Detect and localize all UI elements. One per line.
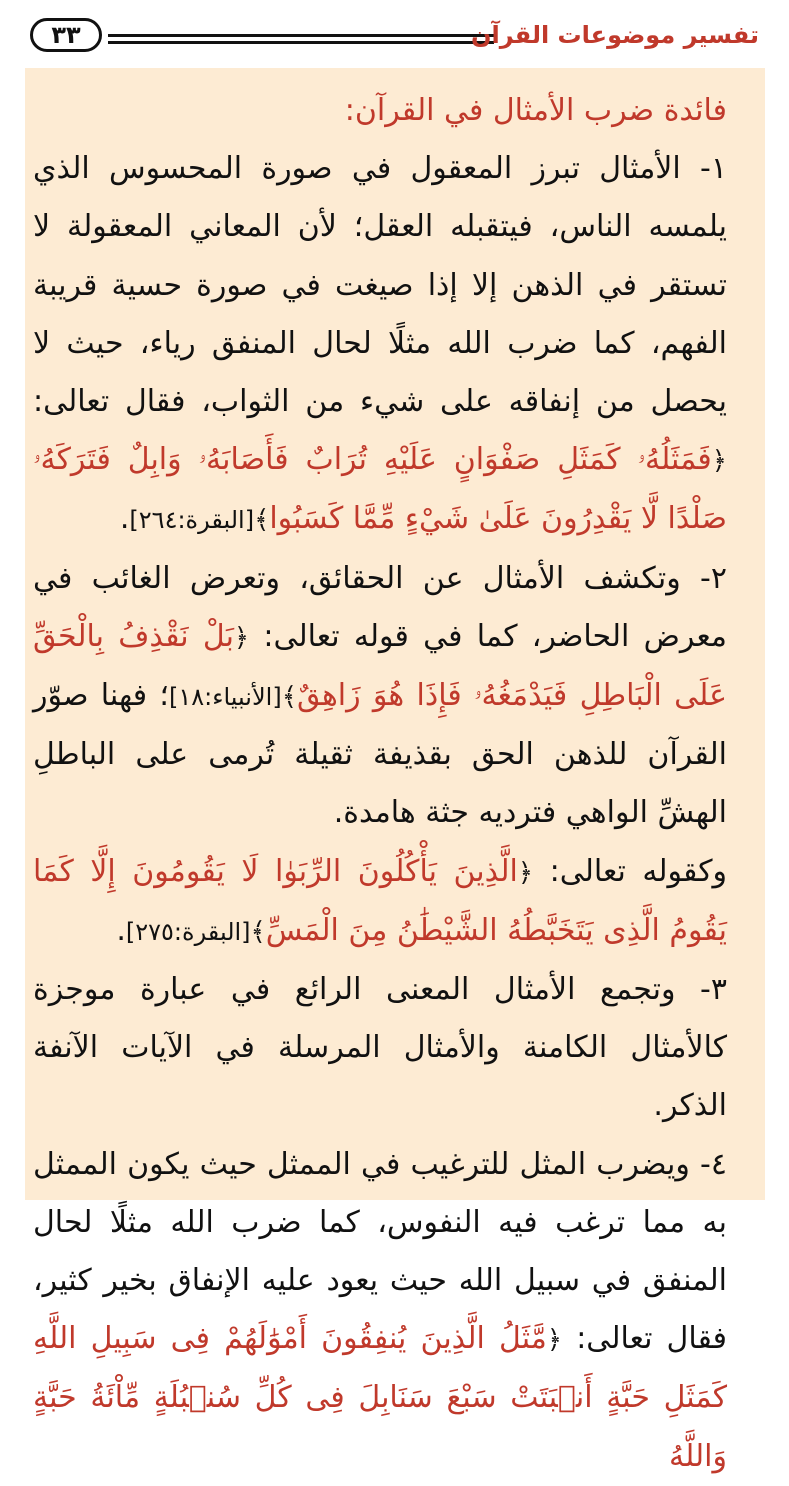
verse-open-ornament: ﴿: [233, 622, 250, 653]
verse-reference: [البقرة:٢٧٥]: [125, 917, 251, 946]
point-2b-text: وكقوله تعالى:: [549, 853, 728, 889]
point-3-text: ٣- وتجمع الأمثال المعنى الرائع في عبارة موجزة كالأمثال الكامنة والأمثال المرسلة في الآيات الآنفة الذكر.: [33, 972, 727, 1124]
quran-verse: فَمَثَلُهُۥ كَمَثَلِ صَفْوَانٍ عَلَيْهِ تُرَابٌ فَأَصَابَهُۥ وَابِلٌ فَتَرَكَهُۥ صَلْدًا لَّا يَقْدِرُونَ عَلَىٰ شَيْءٍ مِّمَّا كَسَبُوا: [33, 442, 727, 537]
point-2-text: ٢- وتكشف الأمثال عن الحقائق، وتعرض الغائب في معرض الحاضر، كما في قوله تعالى:: [33, 560, 727, 654]
point-4: [33, 1136, 757, 1486]
quran-verse: مَّثَلُ الَّذِينَ يُنفِقُونَ أَمْوَٰلَهُمْ فِى سَبِيلِ اللَّهِ كَمَثَلِ حَبَّةٍ أَنۢبَتَتْ سَبْعَ سَنَابِلَ فِى كُلِّ سُنۢبُلَةٍ مِّاْئَةُ حَبَّةٍ وَاللَّهُ: [33, 1321, 727, 1474]
point-2b-tail: .: [116, 912, 126, 948]
verse-reference: [الأنبياء:١٨]: [168, 683, 282, 712]
verse-close-ornament: ﴾: [281, 682, 297, 713]
page-body: [25, 68, 765, 1474]
page-number: ٣٣: [30, 18, 102, 52]
header-double-rule: [108, 34, 494, 44]
point-3: [33, 961, 757, 1136]
point-1-tail: .: [119, 501, 130, 537]
point-1-text: ١- الأمثال تبرز المعقول في صورة المحسوس الذي يلمسه الناس، فيتقبله العقل؛ لأن المعاني المعقولة لا تستقر في الذهن إلا إذا صيغت في صورة حسية قريبة الفهم، كما ضرب الله مثلًا لحال المنفق رياء، حيث لا يحصل من إنفاقه على شيء من الثواب، فقال تعالى:: [33, 151, 727, 420]
verse-open-ornament: ﴿: [546, 1325, 563, 1356]
verse-open-ornament: ﴿: [517, 857, 534, 888]
point-2-tail: ؛ فهنا صوّر القرآن للذهن الحق بقذيفة ثقيلة تُرمى على الباطلِ الهشِّ الواهي فترديه جثة هامدة.: [33, 678, 727, 831]
section-heading: فائدة ضرب الأمثال في القرآن:: [344, 93, 727, 128]
verse-close-ornament: ﴾: [254, 505, 270, 536]
point-1: [33, 140, 757, 549]
verse-reference: [البقرة:٢٦٤]: [129, 506, 255, 535]
book-title: تفسير موضوعات القرآن: [471, 21, 759, 49]
quran-verse: بَلْ نَقْذِفُ بِالْحَقِّ عَلَى الْبَاطِلِ فَيَدْمَغُهُۥ فَإِذَا هُوَ زَاهِقٌ: [33, 618, 727, 714]
verse-close-ornament: ﴾: [250, 916, 266, 947]
quran-verse: الَّذِينَ يَأْكُلُونَ الرِّبَوٰا لَا يَقُومُونَ إِلَّا كَمَا يَقُومُ الَّذِى يَتَخَبَّطُهُ الشَّيْطَٰنُ مِنَ الْمَسِّ: [33, 853, 727, 948]
point-2-continued: [33, 843, 757, 961]
point-4-text: ٤- ويضرب المثل للترغيب في الممثل حيث يكون الممثل به مما ترغب فيه النفوس، كما ضرب الله مثلًا لحال المنفق في سبيل الله حيث يعود عليه الإنفاق بخير كثير، فقال تعالى:: [33, 1146, 727, 1357]
page-header: [0, 0, 789, 68]
verse-open-ornament: ﴿: [711, 446, 727, 477]
point-2: [33, 550, 757, 843]
